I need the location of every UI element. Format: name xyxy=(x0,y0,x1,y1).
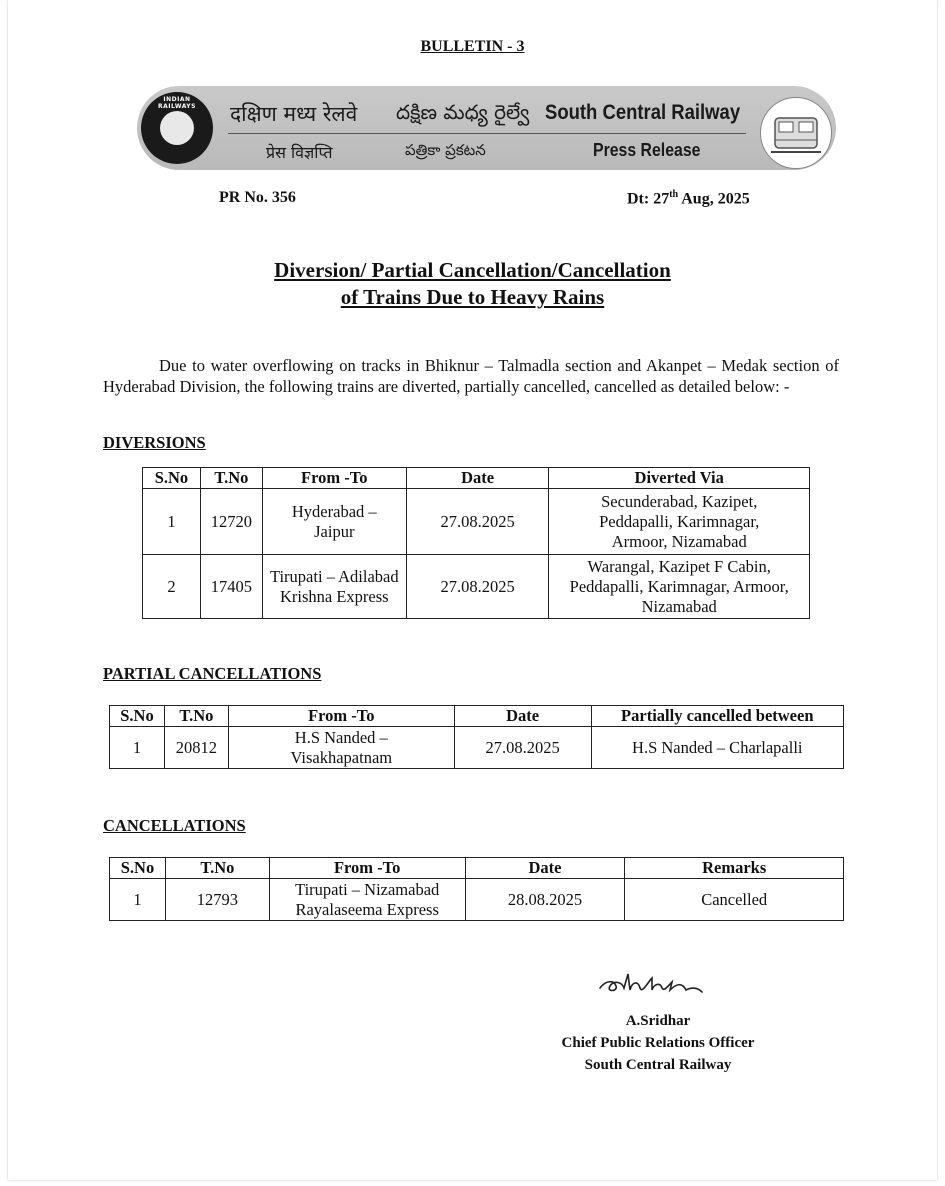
signature-image xyxy=(596,968,706,998)
cell-tno: 12793 xyxy=(165,879,269,921)
cell-from-to: Tirupati – Nizamabad Rayalaseema Express xyxy=(269,879,465,921)
cell-date: 28.08.2025 xyxy=(465,879,625,921)
table-row xyxy=(143,489,810,555)
table-header-row xyxy=(110,706,844,727)
table-header-row xyxy=(110,858,844,879)
col-header: S.No xyxy=(110,706,165,727)
header-hindi-title: दक्षिण मध्य रेलवे xyxy=(230,102,358,126)
col-header: T.No xyxy=(165,858,269,879)
table-row xyxy=(110,727,844,769)
train-logo-icon xyxy=(760,97,832,169)
col-header: From -To xyxy=(228,706,454,727)
emblem-center xyxy=(160,111,194,145)
cell-from-to: Hyderabad – Jaipur xyxy=(262,489,406,555)
table-row xyxy=(143,555,810,619)
header-english-title: South Central Railway xyxy=(545,101,741,124)
pr-date: Dt: 27th Aug, 2025 xyxy=(627,189,750,208)
pr-number: PR No. 356 xyxy=(219,189,296,206)
cell-sno: 1 xyxy=(143,489,201,555)
col-header: S.No xyxy=(110,858,166,879)
col-header: T.No xyxy=(164,706,228,727)
signatory-org: South Central Railway xyxy=(584,1057,732,1073)
title-line-1: Diversion/ Partial Cancellation/Cancellation xyxy=(274,258,671,282)
table-row xyxy=(110,879,844,921)
cell-tno: 20812 xyxy=(164,727,228,769)
col-header: From -To xyxy=(269,858,465,879)
cell-from-to: H.S Nanded – Visakhapatnam xyxy=(228,727,454,769)
col-header: From -To xyxy=(262,468,406,489)
header-hindi-subtitle: प्रेस विज्ञप्ति xyxy=(266,143,333,162)
col-header: Date xyxy=(406,468,549,489)
cell-tno: 17405 xyxy=(200,555,262,619)
col-header: Date xyxy=(465,858,625,879)
cell-via: Secunderabad, Kazipet, Peddapalli, Karimnagar, Armoor, Nizamabad xyxy=(549,489,810,555)
title-line-2: of Trains Due to Heavy Rains xyxy=(340,285,605,309)
cell-via: Warangal, Kazipet F Cabin, Peddapalli, Karimnagar, Armoor, Nizamabad xyxy=(549,555,810,619)
partial-cancellations-heading: PARTIAL CANCELLATIONS xyxy=(103,664,322,683)
cancellations-heading: CANCELLATIONS xyxy=(103,816,246,835)
col-header: Date xyxy=(454,706,591,727)
cancellations-table xyxy=(109,857,844,921)
col-header: Diverted Via xyxy=(549,468,810,489)
col-header: Remarks xyxy=(625,858,844,879)
signatory-name: A.Sridhar xyxy=(625,1013,691,1029)
diversions-heading: DIVERSIONS xyxy=(103,433,206,452)
diversions-table xyxy=(142,467,810,619)
cell-date: 27.08.2025 xyxy=(406,489,549,555)
cell-sno: 2 xyxy=(143,555,201,619)
bulletin-label: BULLETIN - 3 xyxy=(420,38,525,55)
signatory-designation: Chief Public Relations Officer xyxy=(561,1035,755,1051)
cell-sno: 1 xyxy=(110,879,166,921)
partial-cancellations-table xyxy=(109,705,844,769)
col-header: T.No xyxy=(200,468,262,489)
intro-paragraph: Due to water overflowing on tracks in Bhiknur – Talmadla section and Akanpet – Medak section of Hyderabad Division, the following trains are diverted, partially cancelled, cancelled as detailed below: - xyxy=(103,356,839,396)
cell-remarks: Cancelled xyxy=(625,879,844,921)
emblem-text: INDIAN RAILWAYS xyxy=(158,96,196,110)
col-header: S.No xyxy=(143,468,201,489)
cell-tno: 12720 xyxy=(200,489,262,555)
page-title xyxy=(0,257,945,311)
cell-date: 27.08.2025 xyxy=(406,555,549,619)
signature-block xyxy=(520,1010,796,1076)
header-english-subtitle: Press Release xyxy=(593,140,701,160)
header-rule xyxy=(228,133,746,134)
table-header-row xyxy=(143,468,810,489)
cell-between: H.S Nanded – Charlapalli xyxy=(591,727,843,769)
cell-from-to: Tirupati – Adilabad Krishna Express xyxy=(262,555,406,619)
cell-sno: 1 xyxy=(110,727,165,769)
cell-date: 27.08.2025 xyxy=(454,727,591,769)
col-header: Partially cancelled between xyxy=(591,706,843,727)
header-telugu-subtitle: పత్రికా ప్రకటన xyxy=(405,141,486,159)
header-telugu-title: దక్షిణ మధ్య రైల్వే xyxy=(396,100,530,124)
